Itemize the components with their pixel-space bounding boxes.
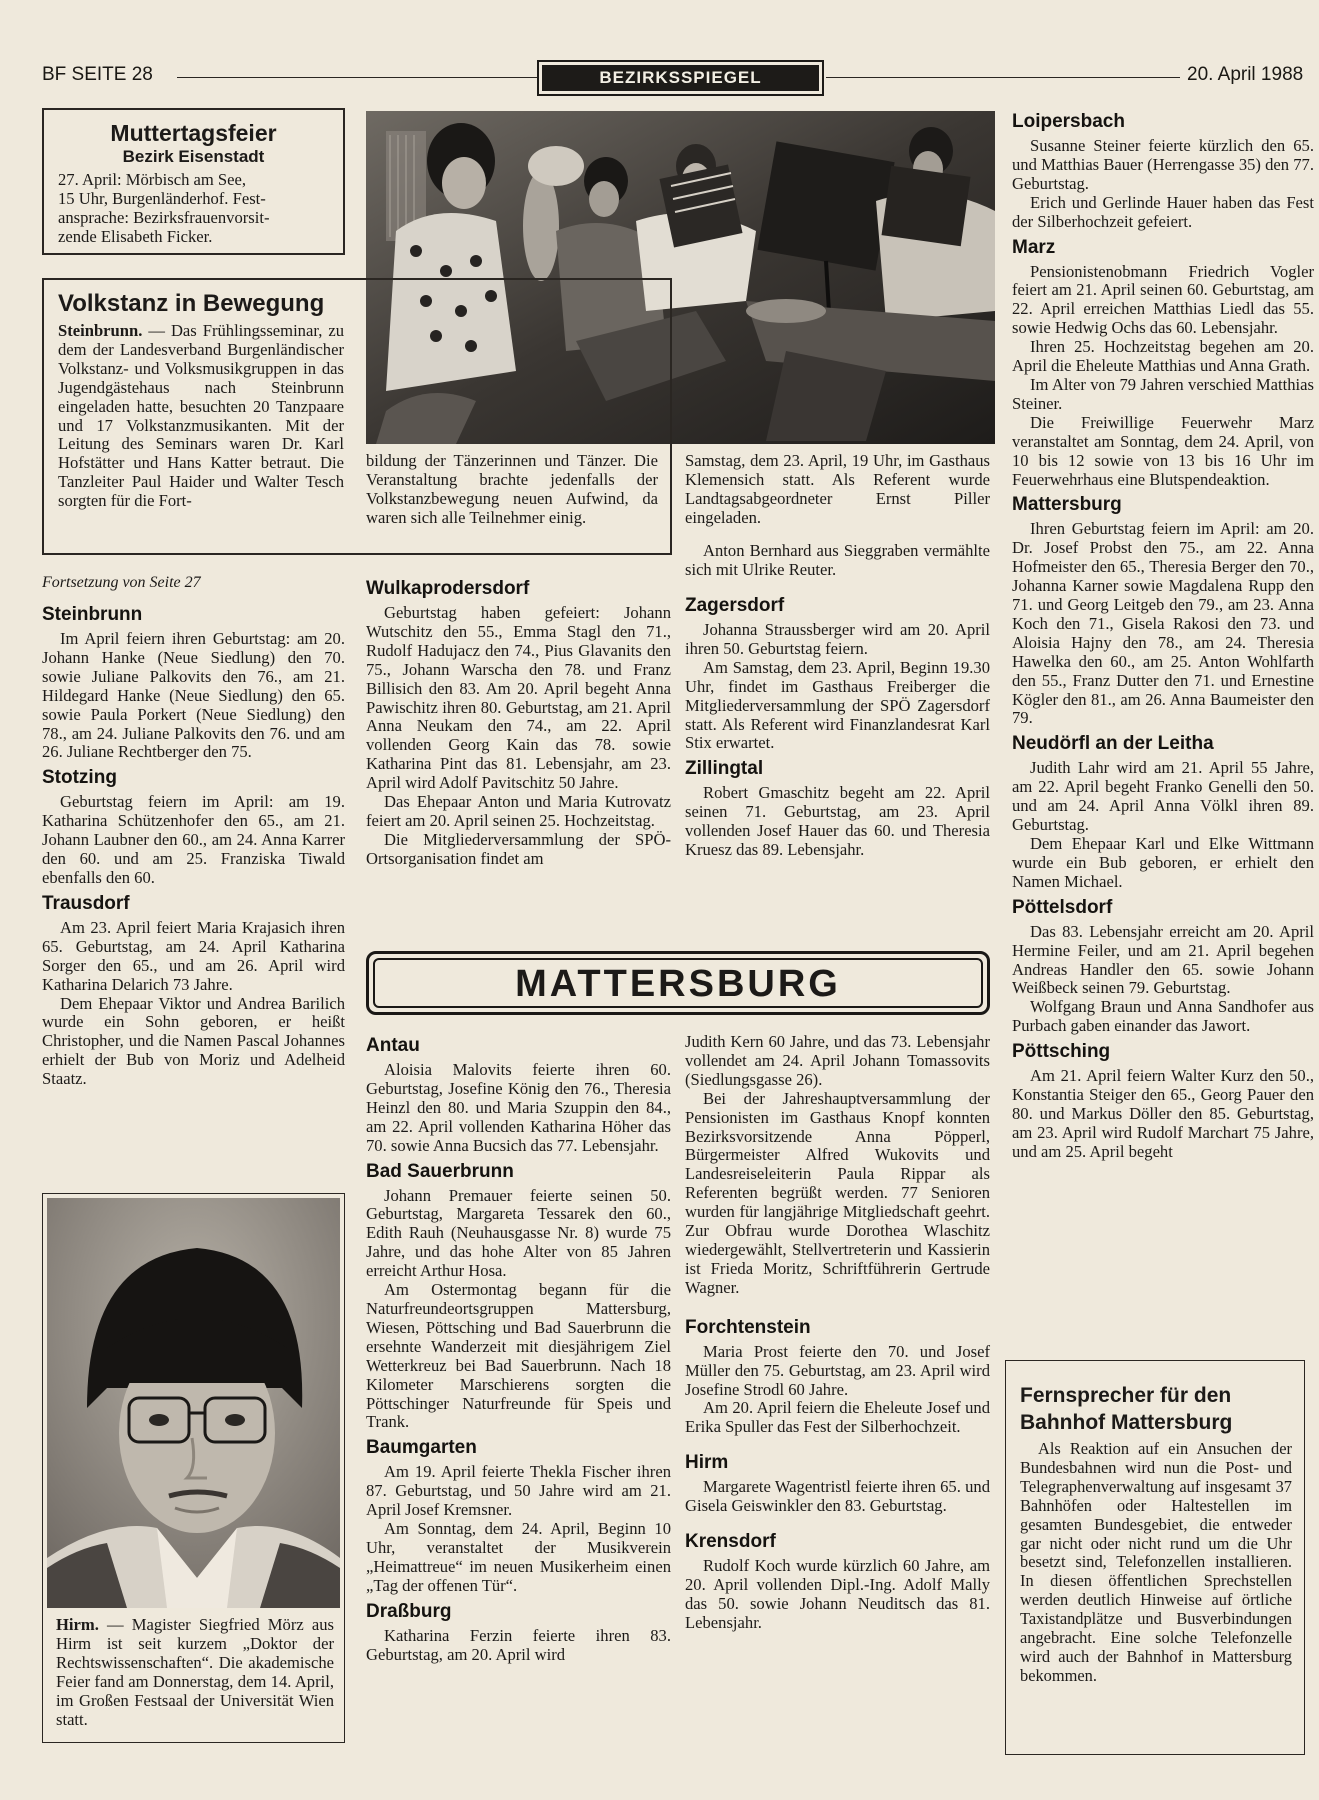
para: Pensionistenobmann Friedrich Vogler feiert am 21. April seinen 60. Geburtstag, am 22. April erreichen Matthias Liedl das 55. sowie Hedwig Ochs das 60. Lebensjahr. — [1012, 261, 1314, 338]
portrait-image — [47, 1198, 340, 1608]
heading-antau: Antau — [366, 1035, 420, 1056]
para: Ihren Geburtstag feiern im April: am 20. Dr. Josef Probst den 75., am 22. Anna Hofmeister den 65., Theresia Berger den 70., Johanna Karner sowie Magdalena Rupp den 71. und Georg Leitgeb den 79., am 23. Anna Koch den 71., Gisela Rakosi den 73. und Aloisia Hajny den 78., am 24. Theresia Hawelka den 60., am 25. Anton Wohlfarth den 55., Franz Dutter den 71. und Ernestine Kögler den 81., am 26. Anna Baumeister den 79. — [1012, 519, 1314, 728]
fortsetzung-note: Fortsetzung von Seite 27 — [42, 574, 201, 591]
para: Wolfgang Braun und Anna Sandhofer aus Purbach gaben einander das Jawort. — [1012, 997, 1314, 1036]
volkstanz-lead: Steinbrunn. — [58, 321, 143, 340]
para: Am Ostermontag begann für die Naturfreundeortsgruppen Mattersburg, Wiesen, Pöttsching und Bad Sauerbrunn die ersehnte Wanderzeit mit diesjährigem Ziel Wetterkreuz bei Bad Sauerbrunn. Nach 18 Kilometer Marschierens sorgten die Pöttschinger Naturfreunde für Speis und Trank. — [366, 1280, 671, 1432]
heading-bad-sauerbrunn: Bad Sauerbrunn — [366, 1160, 514, 1182]
section-trausdorf — [42, 892, 345, 1089]
para: Am 21. April feiern Walter Kurz den 50., Konstantia Steiger den 65., Georg Pauer den 80. und Markus Döller den 85. Geburtstag, am 23. April wird Rudolf Marchart 75 Jahre, und am 25. April begeht — [1012, 1066, 1314, 1161]
heading-drassburg: Draßburg — [366, 1600, 452, 1622]
para: Judith Kern 60 Jahre, und das 73. Lebensjahr vollendet am 24. April Johann Tomassovits (Siedlungsgasse 26). — [685, 1032, 990, 1089]
volkstanz-body-2: bildung der Tänzerinnen und Tänzer. Die Veranstaltung brachte jedenfalls der Volkstanzbewegung neuen Aufwind, da waren sich alle Teilnehmer einig. — [366, 451, 658, 527]
para: Am Samstag, dem 23. April, Beginn 19.30 Uhr, findet im Gasthaus Freiberger die Mitgliederversammlung der SPÖ Zagersdorf statt. Als Referent wird Finanzlandesrat Karl Stix erwartet. — [685, 657, 990, 753]
heading-marz: Marz — [1012, 236, 1056, 258]
heading-wulkaprodersdorf: Wulkaprodersdorf — [366, 578, 530, 599]
para: Maria Prost feierte den 70. und Josef Müller den 75. Geburtstag, am 23. April wird Josefine Strodl 60 Jahre. — [685, 1341, 990, 1399]
para: Rudolf Koch wurde kürzlich 60 Jahre, am 20. April vollenden Dipl.-Ing. Adolf Mally das 50. sowie Johann Neuditsch das 81. Lebensjahr. — [685, 1556, 990, 1632]
volkstanz-body-1: — Das Frühlingsseminar, zu dem der Landesverband Burgenländischer Volkstanz- und Volksmusikgruppen in das Jugendgästehaus nach Steinbrunn eingeladen hatte, besuchten 20 Tanzpaare und 17 Volkstanzmusikanten. Mit der Leitung des Seminars waren Dr. Karl Hofstätter und Hans Katter betraut. Die Tanzleiter Paul Haider und Walter Tesch sorgten für die Fort- — [58, 321, 344, 511]
para: Das 83. Lebensjahr erreicht am 20. April Hermine Feiler, und am 21. April begehen Andreas Handler den 65. sowie Johann Weißbeck seinen 79. Geburtstag. — [1012, 921, 1314, 998]
heading-loipersbach: Loipersbach — [1012, 111, 1125, 132]
column-2-top — [366, 573, 671, 869]
photo-portrait — [47, 1198, 340, 1608]
para: Geburtstag feiern im April: am 19. Katharina Schützenhofer den 65., am 21. Johann Laubner den 60., am 24. Anna Karrer den 60. und am 25. Franziska Tiwald ebenfalls den 60. — [42, 792, 345, 887]
heading-zagersdorf: Zagersdorf — [685, 595, 785, 616]
para: Johann Premauer feierte seinen 50. Geburtstag, Margareta Tessarek den 60., Edith Rauh (Neuhausgasse Nr. 8) wurde 75 Jahre, und das hohe Alter von 85 Jahren erreicht Arthur Hosa. — [366, 1185, 671, 1281]
heading-poettsching: Pöttsching — [1012, 1041, 1111, 1063]
para: Johanna Straussberger wird am 20. April ihren 50. Geburtstag feiern. — [685, 620, 990, 658]
para: Die Mitgliederversammlung der SPÖ-Ortsorganisation findet am — [366, 829, 671, 868]
heading-neudoerfl: Neudörfl an der Leitha — [1012, 733, 1214, 755]
muttertag-line-2: 15 Uhr, Burgenländerhof. Fest- — [58, 188, 266, 208]
heading-baumgarten: Baumgarten — [366, 1437, 477, 1459]
heading-mattersburg: Mattersburg — [1012, 494, 1122, 516]
muttertag-subtitle: Bezirk Eisenstadt — [122, 147, 265, 166]
para: Judith Lahr wird am 21. April 55 Jahre, am 22. April begeht Franko Genelli den 50. und am 24. April Anna Völkl ihren 89. Geburtstag. — [1012, 758, 1314, 835]
column-3-top — [685, 590, 990, 860]
para: Dem Ehepaar Viktor und Andrea Barilich wurde ein Sohn geboren, er heißt Christopher, und die Namen Pascal Johannes erhielt der Bub von Moriz und Adelheid Staatz. — [42, 993, 345, 1089]
para: Am 19. April feierte Thekla Fischer ihren 87. Geburtstag, und 50 Jahre wird am 21. April Josef Kremsner. — [366, 1462, 671, 1520]
para: Ihren 25. Hochzeitstag begehen am 20. April die Eheleute Matthias und Anna Grath. — [1012, 337, 1314, 376]
muttertag-title: Muttertagsfeier — [110, 120, 277, 146]
para: Bei der Jahreshauptversammlung der Pensionisten im Gasthaus Knopf konnten Bezirksvorsitzende Anna Pöpperl, Bürgermeister Alfred Wukovits und Landesreiseleiterin Paula Rippar als Referenten begrüßt werden. 77 Senioren wurden für langjährige Mitgliedschaft geehrt. Zur Obfrau wurde Dorothea Wlaschitz wiedergewählt, Stellvertreterin und Kassierin ist Frieda Moritz, Schriftführerin Gertrude Wagner. — [685, 1088, 990, 1297]
heading-krensdorf: Krensdorf — [685, 1531, 776, 1553]
para: Am 20. April feiern die Eheleute Josef und Erika Spuller das Fest der Silberhochzeit. — [685, 1398, 990, 1437]
volkstanz-text-col2 — [366, 452, 658, 528]
volkstanz-title: Volkstanz in Bewegung — [58, 290, 325, 317]
header-rule-left — [177, 77, 537, 78]
para: Dem Ehepaar Karl und Elke Wittmann wurde ein Bub geboren, er erhielt den Namen Michael. — [1012, 834, 1314, 891]
muttertagsfeier-box — [42, 108, 345, 255]
para: Robert Gmaschitz begeht am 22. April seinen 71. Geburtstag, am 23. April vollenden Josef Hauer das 60. und Theresia Kruesz das 89. Lebensjahr. — [685, 783, 990, 860]
para: Im April feiern ihren Geburtstag: am 20. Johann Hanke (Neue Siedlung) den 70. sowie Juliane Palkovits den 76., am 21. Hildegard Hanke (Neue Siedlung) den 65. sowie Paula Porkert (Neue Siedlung) den 78., am 24. Juliane Palkovits den 76. und am 26. Juliane Rechtberger den 75. — [42, 629, 345, 762]
section-steinbrunn — [42, 603, 345, 762]
col3-top-continuation — [685, 452, 990, 579]
column-3-bottom — [685, 1033, 990, 1633]
para: Margarete Wagentristl feierte ihren 65. und Gisela Geiswinkler den 83. Geburtstag. — [685, 1477, 990, 1516]
section-frame — [537, 60, 824, 96]
portrait-caption — [56, 1616, 334, 1729]
para: Am Sonntag, dem 24. April, Beginn 10 Uhr, veranstaltet der Musikverein „Heimattreue“ im neuen Musikerheim einen „Tag der offenen Tür“. — [366, 1519, 671, 1595]
heading-stotzing: Stotzing — [42, 767, 117, 789]
fernsprecher-text-block — [1020, 1440, 1292, 1686]
mattersburg-banner — [366, 951, 990, 1015]
heading-forchtenstein: Forchtenstein — [685, 1316, 811, 1338]
para: Im Alter von 79 Jahren verschied Matthias Steiner. — [1012, 374, 1314, 413]
para: Am 23. April feiert Maria Krajasich ihren 65. Geburtstag, am 24. April Katharina Sorger den 65., und am 26. April wird Katharina Delarich 73 Jahre. — [42, 917, 345, 994]
fernsprecher-title: Fernsprecher für den Bahnhof Mattersburg — [1020, 1384, 1233, 1434]
header-rule-right — [826, 77, 1180, 78]
para: Aloisia Malovits feierte ihren 60. Geburtstag, Josefine König den 76., Theresia Heinzl den 80. und Maria Szuppin den 84., am 22. April vollenden Katharina Höher das 70. sowie Anna Bucsich das 77. Lebensjahr. — [366, 1060, 671, 1155]
column-4 — [1012, 110, 1314, 1350]
para: Susanne Steiner feierte kürzlich den 65. und Matthias Bauer (Herrengasse 35) den 77. Geburtstag. — [1012, 136, 1314, 193]
para: Geburtstag haben gefeiert: Johann Wutschitz den 55., Emma Stagl den 71., Rudolf Hadujacz den 74., Pius Glavanits den 75., Johann Warscha den 78. und Franz Billisich den 83. Am 20. April begeht Anna Pawischitz ihren 80. Geburtstag, am 21. April Anna Neukam den 74., am 22. April vollenden Georg Kain das 78. sowie Katharina Pint das 81. Lebensjahr, am 23. April wird Adolf Pavitschitz 50 Jahre. — [366, 603, 671, 793]
muttertag-line-3: ansprache: Bezirksfrauenvorsit- — [58, 207, 270, 227]
section-title: BEZIRKSSPIEGEL — [542, 65, 819, 91]
heading-hirm: Hirm — [685, 1452, 729, 1474]
volkstanz-text-col1 — [58, 322, 344, 511]
section-stotzing — [42, 766, 345, 888]
column-1 — [42, 573, 345, 1089]
caption-lead: Hirm. — [56, 1615, 99, 1634]
heading-zillingtal: Zillingtal — [685, 758, 764, 780]
muttertag-line-1: 27. April: Mörbisch am See, — [58, 170, 247, 189]
heading-poettelsdorf: Pöttelsdorf — [1012, 896, 1113, 918]
para: Das Ehepaar Anton und Maria Kutrovatz feiert am 20. April seinen 25. Hochzeitstag. — [366, 792, 671, 830]
fernsprecher-text: Als Reaktion auf ein Ansuchen der Bundesbahnen wird nun die Post- und Telegraphenverwaltung auf insgesamt 37 Bahnhöfen oder Haltestellen im gesamten Bundesgebiet, die entweder gar nicht oder nicht rund um die Uhr besetzt sind, Telefonzellen installieren. In diesen öffentlichen Sprechstellen werden deutlich Hinweise auf örtliche Taxistandplätze und Busverbindungen angebracht. Eine solche Telefonzelle wird auch der Bahnhof in Mattersburg bekommen. — [1020, 1439, 1292, 1685]
para: Katharina Ferzin feierte ihren 83. Geburtstag, am 20. April wird — [366, 1625, 671, 1664]
caption-text: — Magister Siegfried Mörz aus Hirm ist seit kurzem „Doktor der Rechtswissenschaften“. Die akademische Feier fand am Donnerstag, dem 14. April, im Großen Festsaal der Universität Wien statt. — [56, 1615, 334, 1729]
muttertag-line-4: zende Elisabeth Ficker. — [58, 226, 213, 246]
heading-steinbrunn: Steinbrunn — [42, 604, 143, 625]
page-number: BF SEITE 28 — [42, 64, 153, 85]
mattersburg-banner-text: MATTERSBURG — [373, 958, 983, 1008]
page-date: 20. April 1988 — [1187, 64, 1304, 85]
column-2-bottom — [366, 1030, 671, 1664]
heading-trausdorf: Trausdorf — [42, 892, 130, 914]
para: Die Freiwillige Feuerwehr Marz veranstaltet am Sonntag, dem 24. April, von 10 bis 12 sowie von 13 bis 16 Uhr im Feuerwehrhaus eine Blutspendeaktion. — [1012, 412, 1314, 489]
mid-top-para-1: Samstag, dem 23. April, 19 Uhr, im Gasthaus Klemensich statt. Als Referent wurde Landtagsabgeordneter Ernst Piller eingeladen. — [685, 451, 990, 527]
para: Erich und Gerlinde Hauer haben das Fest der Silberhochzeit gefeiert. — [1012, 192, 1314, 231]
mid-top-para-2: Anton Bernhard aus Sieggraben vermählte sich mit Ulrike Reuter. — [685, 540, 990, 579]
